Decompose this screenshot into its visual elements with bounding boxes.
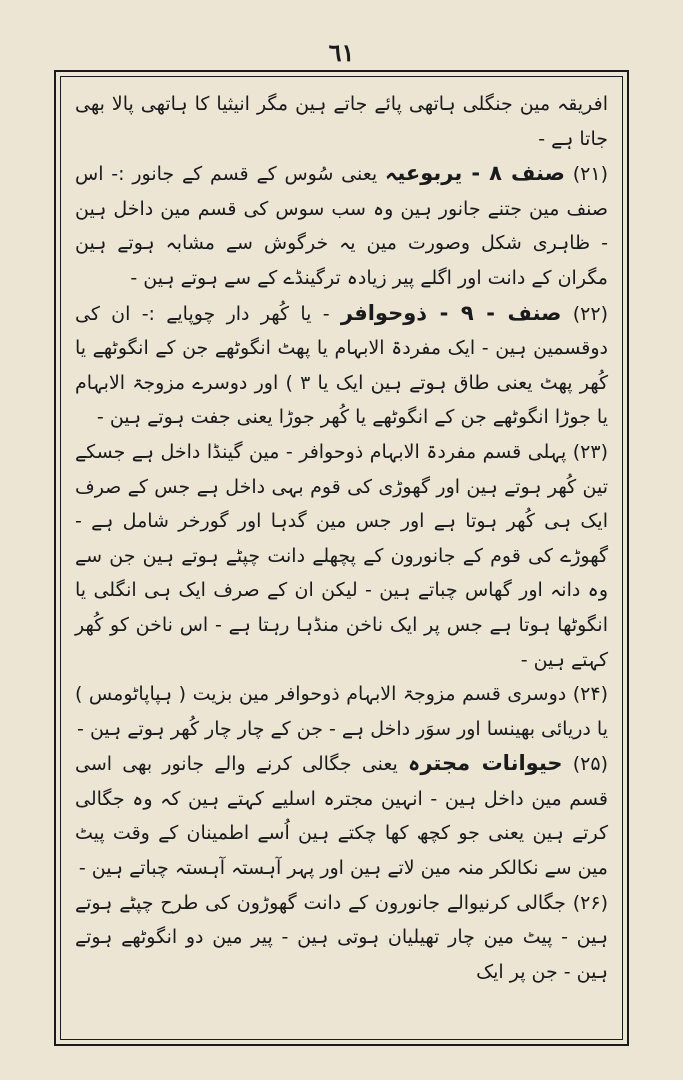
page-border-inner [60, 76, 623, 1040]
paragraph-text: افریقہ مین جنگلی ہاتھی پائے جاتے ہین مگر انیثیا کا ہاتھی پالا بھی جاتا ہے - [75, 93, 608, 150]
paragraph-26 [75, 886, 608, 990]
paragraph-number: (۲۲) [572, 302, 608, 325]
paragraph-text: - یا کُھر دار چوپایے :- ان کی دوقسمین ہین - ایک مفردۃ الابہام یا پھٹ انگوٹھے جن کے انگوٹھے یا کُھر پھٹ یعنی طاق ہوتے ہین ایک یا ۳ ) اور دوسرے مزوجۃ الابہام یا جوڑا انگوٹھے جن کے انگوٹھے یا کُھر جوڑا یعنی جفت ہوتے ہین - [75, 302, 608, 429]
paragraph-number: (۲۳) [572, 440, 608, 463]
text-body [75, 87, 608, 989]
paragraph-heading: حیوانات مجترہ [408, 751, 563, 776]
paragraph-text: یعنی جگالی کرنے والے جانور بھی اسی قسم مین داخل ہین - انہین مجترہ اسلیے کہتے ہین کہ وہ جگالی کرتے ہین یعنی جو کچھ کھا چکتے ہین اُسے اطمینان کے وقت پیٹ مین سے نکالکر منہ مین لاتے ہین اور پہر آہستہ آہستہ چباتے ہین - [75, 753, 608, 880]
paragraph-number: (۲۴) [572, 683, 608, 706]
paragraph-21 [75, 156, 608, 295]
paragraph-heading: صنف ۸ - یربوعیہ [385, 161, 565, 186]
paragraph-text: دوسری قسم مزوجۃ الابہام ذوحوافر مین بزیت ( ہپاپاٹومس ) یا دریائی بھینسا اور سوَر داخل ہے - جن کے چار چار کُھر ہوتے ہین - [75, 683, 608, 740]
paragraph-text: یعنی سُوس کے قسم کے جانور :- اس صنف مین جتنے جانور ہین وہ سب سوس کی قسم مین داخل ہین - ظاہری شکل وصورت مین یہ خرگوش سے مشابہ ہوتے ہین مگران کے دانت اور اگلے پیر زیادہ ترگینڈے کے سے ہوتے ہین - [75, 163, 608, 289]
paragraph-23 [75, 435, 608, 677]
paragraph-1 [75, 87, 608, 156]
paragraph-number: (۲۶) [572, 891, 608, 914]
paragraph-heading: صنف - ۹ - ذوحوافر [340, 300, 562, 325]
paragraph-25 [75, 746, 608, 885]
paragraph-text: جگالی کرنیوالے جانورون کے دانت گھوڑون کی طرح چپٹے ہوتے ہین - پیٹ مین چار تھیلیان ہوتی ہین - پیر مین دو انگوٹھے ہوتے ہین - جن پر ایک [75, 891, 608, 983]
paragraph-number: (۲۵) [572, 753, 608, 776]
paragraph-text: پہلی قسم مفردۃ الابہام ذوحوافر - مین گینڈا داخل ہے جسکے تین کُھر ہوتے ہین اور گھوڑی کی قوم بہی داخل ہے جس کے صرف ایک ہی کُھر ہوتا ہے اور جس مین گدہا اور گورخر شامل ہے - گھوڑے کی قوم کے جانورون کے پچھلے دانت چپٹے ہوتے ہین جن سے وہ دانہ اور گھاس چباتے ہین - لیکن ان کے صرف ایک ہی انگلی یا انگوٹھا ہوتا ہے جس پر ایک ناخن منڈہا رہتا ہے - اس ناخن کو کُھر کہتے ہین - [75, 440, 608, 671]
paragraph-22 [75, 296, 608, 435]
paragraph-number: (۲۱) [572, 163, 608, 186]
page-number: ٦١ [328, 38, 355, 67]
paragraph-24 [75, 677, 608, 746]
